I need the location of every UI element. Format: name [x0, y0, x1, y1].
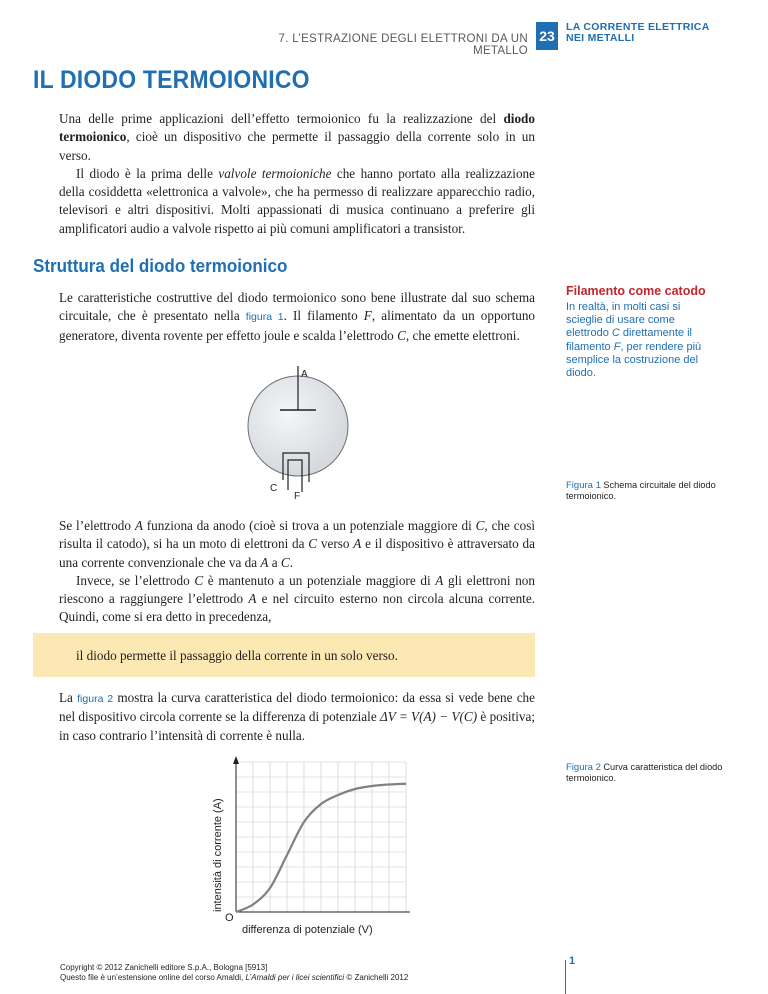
italic-symbol: A	[248, 591, 257, 607]
label-f: F	[294, 491, 301, 502]
footer	[60, 963, 408, 983]
y-axis-arrow	[233, 756, 239, 764]
italic-symbol: F	[613, 340, 621, 353]
italic-symbol: F	[363, 308, 372, 324]
italic-symbol: A	[134, 518, 143, 533]
italic-symbol: C	[611, 327, 620, 340]
page-number: 1	[569, 955, 576, 967]
text-run: In realtà, in molti casi si scieglie di usare come elettrodo	[566, 301, 681, 340]
text-run: a	[268, 554, 281, 570]
chapter-title	[566, 22, 710, 44]
italic-title: L’Amaldi per i licei scientifici	[245, 973, 345, 982]
intro-paragraph-2	[59, 165, 535, 238]
text-run: Il diodo è la prima delle	[76, 165, 219, 181]
anode-paragraph-2	[59, 572, 535, 627]
text-run: Questo file è un’estensione online del corso Amaldi,	[60, 973, 246, 982]
footer-source	[60, 973, 408, 983]
figure-2-caption	[566, 762, 726, 784]
label-a: A	[301, 369, 308, 380]
text-run: mostra la curva caratteristica del diodo termoionico: da essa si vede bene che nel dispositivo circola corrente se la differenza di potenziale	[59, 690, 535, 725]
diode-schematic	[240, 362, 360, 502]
text-run: verso	[317, 536, 354, 552]
text-run: Le caratteristiche costruttive del diodo termoionico sono bene illustrate dal suo schema circuitale, che è presentato nella	[59, 290, 535, 324]
text-run: e nel circuito esterno non circola alcuna corrente. Quindi, come si era detto in precedenza,	[59, 591, 535, 625]
italic-term: valvole termoioniche	[218, 165, 332, 181]
footer-copyright: Copyright © 2012 Zanichelli editore S.p.A., Bologna [5913]	[60, 963, 268, 972]
key-statement-box	[33, 633, 535, 677]
caption-text: Schema circuitale del diodo termoionico.	[566, 480, 716, 501]
anode-paragraph	[59, 517, 535, 627]
chapter-title-line2: NEI METALLI	[566, 32, 635, 44]
sidebar-text	[566, 301, 716, 380]
characteristic-curve-chart	[186, 750, 426, 940]
text-run: e il dispositivo è attraversato da una corrente convenzionale che va da	[59, 536, 535, 570]
y-axis-label: intensità di corrente (A)	[212, 798, 224, 912]
caption-label: Figura 1	[566, 480, 601, 491]
bold-term: diodo termoionico	[59, 111, 535, 145]
text-run: gli elettroni non riescono a raggiungere l’elettrodo	[59, 572, 535, 607]
intro-paragraph	[59, 110, 535, 238]
label-c: C	[270, 483, 278, 494]
text-run: è positiva; in caso contrario l’intensità di corrente è nulla.	[59, 709, 535, 743]
text-run: . Il filamento	[283, 308, 364, 324]
text-run: La	[59, 690, 78, 705]
subsection-title: Struttura del diodo termoionico	[33, 255, 288, 276]
structure-paragraph	[59, 289, 535, 345]
italic-symbol: C	[280, 554, 290, 570]
text-run: , alimentato da un opportuno generatore, diventa rovente per effetto joule e scalda l’elettrodo	[59, 308, 536, 343]
caption-label: Figura 2	[566, 762, 601, 773]
x-axis-label: differenza di potenziale (V)	[242, 924, 373, 936]
page-number-rule	[565, 960, 566, 994]
italic-symbol: A	[260, 554, 269, 570]
sidebar-title: Filamento come catodo	[566, 284, 706, 298]
text-run: Una delle prime applicazioni dell’effetto termoionico fu la realizzazione del	[59, 111, 504, 126]
curve-paragraph	[59, 689, 535, 745]
text-run: Se l’elettrodo	[59, 518, 135, 533]
running-header: 7. L’ESTRAZIONE DEGLI ELETTRONI DA UN METALLO	[278, 33, 528, 57]
italic-symbol: C	[475, 518, 485, 533]
text-run: , per rendere più semplice la costruzione del diodo.	[566, 340, 702, 380]
chapter-number-badge: 23	[536, 22, 558, 50]
figure-2-link[interactable]: figura 2	[77, 693, 114, 705]
formula: ΔV = V(A) − V(C)	[379, 709, 478, 725]
origin-label: O	[225, 912, 234, 924]
section-title: IL DIODO TERMOIONICO	[33, 66, 310, 94]
text-run: .	[289, 554, 293, 570]
text-run: , cioè un dispositivo che permette il passaggio della corrente solo in un verso.	[59, 129, 535, 163]
text-run: Invece, se l’elettrodo	[76, 572, 195, 588]
text-run: © Zanichelli 2012	[344, 973, 409, 982]
text-run: , che emette elettroni.	[405, 327, 520, 343]
text-run: che hanno portato alla realizzazione della cosiddetta «elettronica a valvole», che ha permesso di realizzare apparecchio radio, televisori e altri dispositivi. Molti appassionati di musica continuano a preferire gli amplificatori audio a valvole rispetto ai più comuni amplificatori a transistor.	[59, 165, 535, 236]
figure-1-caption	[566, 480, 726, 502]
italic-symbol: C	[194, 572, 204, 588]
italic-symbol: A	[353, 536, 362, 552]
chapter-title-line1: LA CORRENTE ELETTRICA	[566, 21, 710, 33]
text-run: funziona da anodo (cioè si trova a un potenziale maggiore di	[142, 518, 476, 533]
text-run: è mantenuto a un potenziale maggiore di	[203, 572, 436, 588]
key-statement: il diodo permette il passaggio della corrente in un solo verso.	[76, 648, 398, 663]
italic-symbol: C	[397, 327, 406, 343]
text-run: direttamente il filamento	[566, 327, 692, 353]
figure-1-link[interactable]: figura 1	[245, 311, 284, 324]
italic-symbol: A	[435, 572, 444, 588]
italic-symbol: C	[308, 536, 318, 552]
caption-text: Curva caratteristica del diodo termoionico.	[566, 762, 723, 783]
text-run: , che così risulta il catodo), si ha un moto di elettroni da	[59, 518, 535, 552]
